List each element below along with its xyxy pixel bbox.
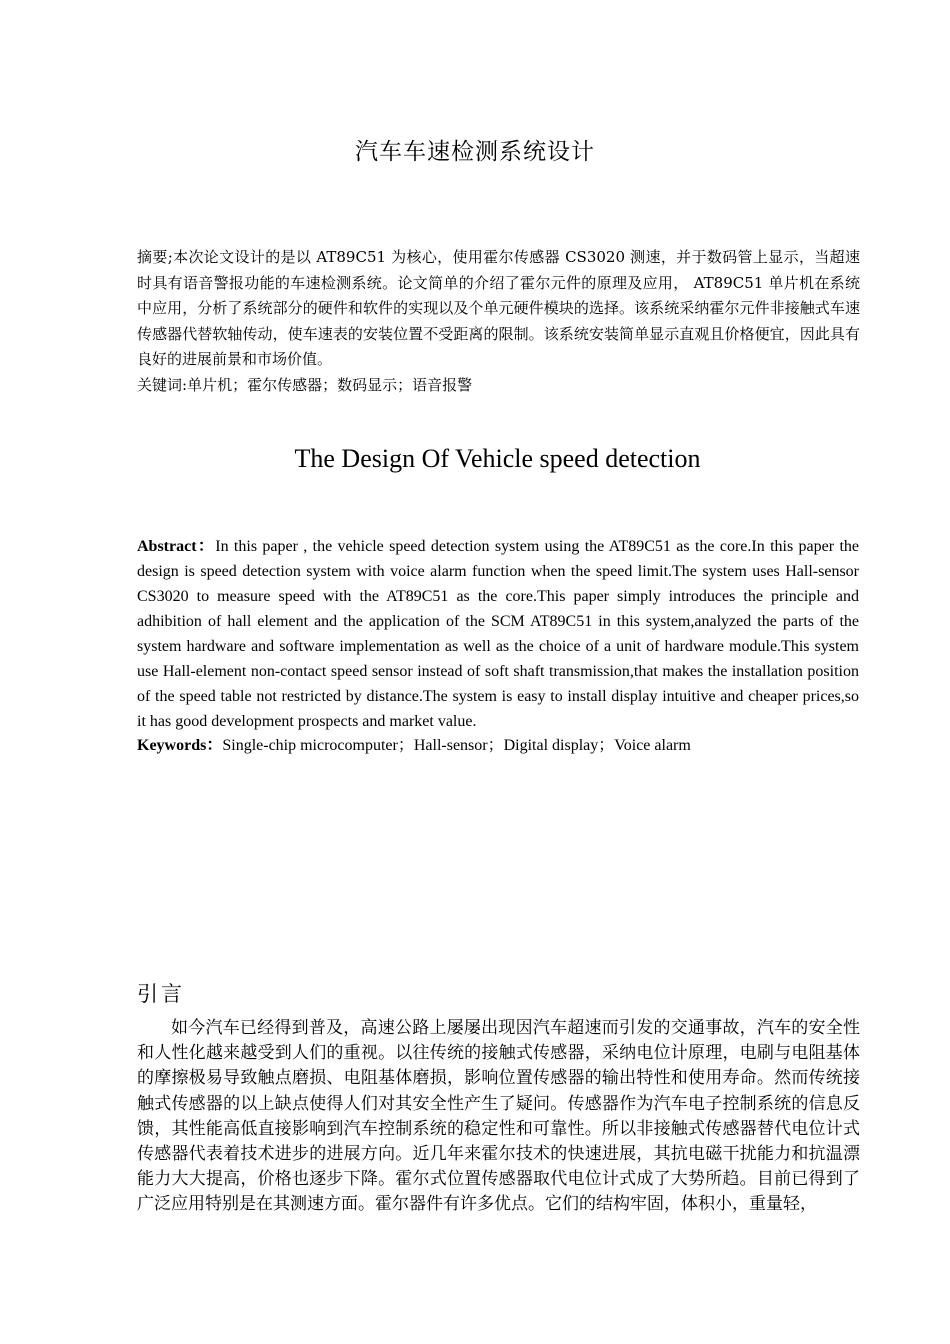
introduction-paragraph: 如今汽车已经得到普及，高速公路上屡屡出现因汽车超速而引发的交通事故，汽车的安全性和人性化越来越受到人们的重视。以往传统的接触式传感器，采纳电位计原理，电刷与电阻基体的摩擦极易导致触点磨损、电阻基体磨损，影响位置传感器的输出特性和使用寿命。然而传统接触式传感器的以上缺点使得人们对其安全性产生了疑问。传感器作为汽车电子控制系统的信息反馈，其性能高低直接影响到汽车控制系统的稳定性和可靠性。所以非接触式传感器替代电位计式传感器代表着技术进步的进展方向。近几年来霍尔技术的快速进展，其抗电磁干扰能力和抗温漂能力大大提高，价格也逐步下降。霍尔式位置传感器取代电位计式成了大势所趋。目前已得到了广泛应用特别是在其测速方面。霍尔器件有许多优点。它们的结构牢固，体积小，重量轻， bbox=[137, 1018, 860, 1215]
english-abstract-label: Abstract： bbox=[137, 538, 216, 555]
chinese-abstract-separator: ; bbox=[167, 248, 173, 266]
chinese-title: 汽车车速检测系统设计 bbox=[355, 139, 595, 165]
chinese-abstract-label: 摘要 bbox=[137, 248, 168, 266]
introduction-heading: 引言 bbox=[137, 982, 185, 1006]
english-keywords-text: Single-chip microcomputer；Hall-sensor；Digital display；Voice alarm bbox=[222, 737, 691, 754]
english-keywords-label: Keywords： bbox=[137, 737, 223, 754]
english-abstract bbox=[137, 534, 859, 734]
english-keywords bbox=[137, 733, 859, 758]
chinese-abstract-text: 本次论文设计的是以 AT89C51 为核心，使用霍尔传感器 CS3020 测速，并于数码管上显示，当超速时具有语音警报功能的车速检测系统。论文简单的介绍了霍尔元件的原理及应用， AT89C51 单片机在系统中应用，分析了系统部分的硬件和软件的实现以及个单元硬件模块的选择。该系统采纳霍尔元件非接触式车速传感器代替软轴传动，使车速表的安装位置不受距离的限制。该系统安装简单显示直观且价格便宜，因此具有良好的进展前景和市场价值。 bbox=[137, 248, 860, 368]
chinese-keywords-label: 关键词 bbox=[137, 376, 183, 394]
chinese-keywords-separator: : bbox=[182, 376, 188, 394]
chinese-keywords-text: 单片机；霍尔传感器；数码显示；语音报警 bbox=[187, 376, 473, 394]
english-title: The Design Of Vehicle speed detection bbox=[294, 444, 701, 473]
chinese-abstract bbox=[137, 245, 860, 373]
chinese-keywords bbox=[137, 373, 860, 398]
english-abstract-text: In this paper , the vehicle speed detection system using the AT89C51 as the core.In this paper the design is speed detection system with voice alarm function when the speed limit.The system uses Hall-sensor CS3020 to measure speed with the AT89C51 as the core.This paper simply introduces the principle and adhibition of hall element and the application of the SCM AT89C51 in this system,analyzed the parts of the system hardware and software implementation as well as the choice of a unit of hardware module.This system use Hall-element non-contact speed sensor instead of soft shaft transmission,that makes the installation position of the speed table not restricted by distance.The system is easy to install display intuitive and cheaper prices,so it has good development prospects and market value. bbox=[137, 538, 859, 730]
